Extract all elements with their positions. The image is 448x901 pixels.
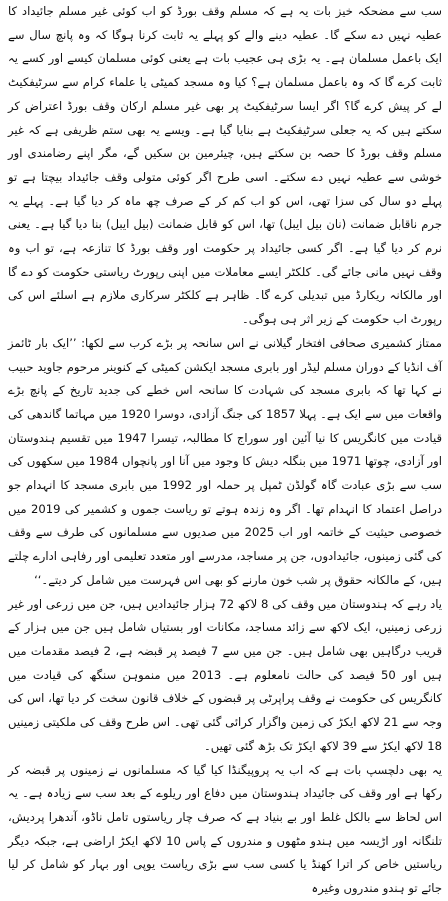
paragraph-propaganda-land-holdings: یہ بھی دلچسپ بات ہے کہ اب یہ پروپیگنڈا کیا گیا کہ مسلمانوں نے زمینوں پر قبضہ کر رکھا ہے اور وقف کی جائیداد ہندوستان میں دفاع اور ریلوے کے بعد سب سے زیادہ ہے۔ یہ اس لحاظ سے بالکل غلط اور بے بنیاد ہے کہ صرف چار ریاستوں تامل ناڈو، آندھرا پردیش، تلنگانہ اور اڑیسہ میں ہندو مٹھوں و مندروں کے پاس 10 لاکھ ایکڑ اراضی ہے، جبکہ دیگر ریاستیں خاص کر اترا کھنڈ یا کسی سب سے بڑی ریاست یوپی اور بہار کو شامل کر لیا جائے تو ہندو مندروں وغیرہ [8, 762, 442, 896]
paragraph-waqf-donation-rules: سب سے مضحکہ خیز بات یہ ہے کہ مسلم وقف بورڈ کو اب کوئی غیر مسلم جائیداد کا عطیہ نہیں دے سکے گا۔ عطیہ دینے والے کو پہلے یہ ثابت کرنا ہوگا کہ وہ پانچ سال سے ایک باعمل مسلمان ہے۔ یہ بڑی ہی عجیب بات ہے یعنی کوئی مسلمان کیسے اور کسے یہ ثابت کرے گا کہ وہ باعمل مسلمان ہے؟ کیا وہ مسجد کمیٹی یا علماء کرام سے سرٹیفکیٹ لے کر پیش کرے گا؟ اگر ایسا سرٹیفکیٹ پر بھی غیر مسلم ارکان وقف بورڈ اعتراض کر سکتے ہیں کہ یہ جعلی سرٹیفکیٹ ہے بنایا گیا ہے۔ ویسے یہ بھی ستم ظریفی ہے کہ غیر مسلم وقف بورڈ کا حصہ بن سکتے ہیں، چیئرمین بن سکیں گے، مگر اپنے رضامندی اور خوشی سے عطیہ نہیں دے سکتے۔ اسی طرح اگر کوئی متولی وقف جائیداد بیچتا ہے تو پہلے دو سال کی سزا تھی، اس کو اب کم کر کے صرف چھ ماہ کر دیا گیا ہے۔ پہلے یہ جرم ناقابل ضمانت (نان بیل ایبل) تھا، اس کو قابل ضمانت (بیل ایبل) بنا دیا گیا ہے۔ یعنی نرم کر دیا گیا ہے۔ اگر کسی جائیداد پر حکومت اور وقف بورڈ کا تنازعہ ہے، تو اب وہ وقف نہیں مانی جائے گی۔ کلکٹر ایسے معاملات میں اپنی رپورٹ ریاستی حکومت کو دے گا اور مالکانہ ریکارڈ میں تبدیلی کرے گا۔ ظاہر ہے کلکٹر سرکاری ملازم ہے اسلئے اس کی رپورٹ اب حکومت کے زیر اثر ہی ہوگی۔ [8, 4, 442, 327]
paragraph-iftikhar-gilani-quote: ممتاز کشمیری صحافی افتخار گیلانی نے اس سانحہ پر بڑے کرب سے لکھا: ’’ایک بار ٹائمز آف انڈیا کے دوران مسلم لیڈر اور بابری مسجد ایکشن کمیٹی کے کنوینر مرحوم جاوید حبیب نے کہا تھا کہ بابری مسجد کی شہادت کا سانحہ اس خطے کی جدید تاریخ کے پانچ بڑے واقعات میں سے ایک ہے۔ پہلا 1857 کی جنگ آزادی، دوسرا 1920 میں مہاتما گاندھی کی قیادت میں کانگریس کا نیا آئین اور سوراج کا مطالبہ، تیسرا 1947 میں تقسیم ہندوستان اور آزادی، چوتھا 1971 میں بنگلہ دیش کا وجود میں آنا اور پانچواں 1984 میں سکھوں کی سب سے بڑی عبادت گاہ گولڈن ٹمپل پر حملہ اور 1992 میں بابری مسجد کا انہدام جو دراصل اعتماد کا انہدام تھا۔ اگر وہ زندہ ہوتے تو ریاست جموں و کشمیر کی 2019 میں خصوصی حیثیت کے خاتمہ اور اب 2025 میں صدیوں سے مسلمانوں کی طرف سے وقف کی گئی زمینوں، جائیدادوں، جن پر مساجد، مدرسے اور متعدد تعلیمی اور رفاہی ادارے چلتے ہیں، کے مالکانہ حقوق پر شب خون مارنے کو بھی اس فہرست میں شامل کر دیتے۔‘‘ [8, 335, 442, 587]
paragraph-waqf-property-statistics: یاد رہے کہ ہندوستان میں وقف کی 8 لاکھ 72 ہزار جائیدادیں ہیں، جن میں زرعی اور غیر زرعی زمینیں، ایک لاکھ سے زائد مساجد، مکانات اور بستیاں شامل ہیں جن میں ہزار کے قریب درگاہیں بھی شامل ہیں۔ جن میں سے 7 فیصد پر قبضہ ہے، 2 فیصد مقدمات میں ہیں اور 50 فیصد کی حالت نامعلوم ہے۔ 2013 میں منموہن سنگھ کی قیادت میں کانگریس کی حکومت نے وقف پراپرٹی پر قبضوں کے خلاف قانون سخت کر دیا تھا، اس کی وجہ سے 21 لاکھ ایکڑ کی زمین واگزار کرائی گئی تھی۔ اس طرح وقف کی ملکیتی زمینیں 18 لاکھ ایکڑ سے 39 لاکھ ایکڑ تک بڑھ گئی تھیں۔ [8, 596, 443, 753]
